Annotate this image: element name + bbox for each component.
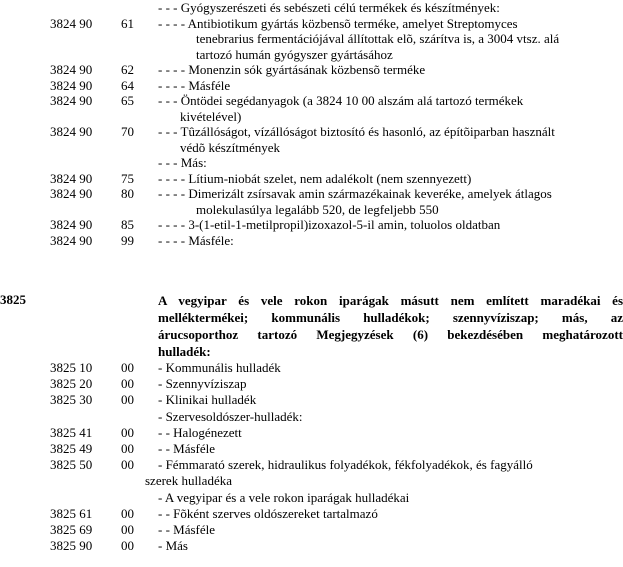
tariff-description: - Szervesoldószer-hulladék: bbox=[158, 408, 303, 424]
tariff-subcode: 00 bbox=[121, 424, 134, 440]
tariff-description: tenebrarius fermentációjával állítottak elõ, szárítva is, a 3004 vtsz. alá bbox=[196, 31, 560, 46]
tariff-description: - - Másféle bbox=[158, 522, 216, 537]
tariff-code: 3824 90 bbox=[50, 232, 93, 248]
tariff-code: 3825 49 bbox=[50, 441, 93, 456]
tariff-description: - - - - Monenzin sók gyártásának közbensõ terméke bbox=[158, 62, 426, 77]
tariff-description: - - Halogénezett bbox=[158, 424, 242, 440]
tariff-code: 3825 20 bbox=[50, 376, 93, 392]
tariff-code: 3824 90 bbox=[50, 186, 93, 201]
tariff-code: 3824 90 bbox=[50, 93, 93, 108]
tariff-code: 3824 90 bbox=[50, 170, 93, 186]
tariff-subcode: 85 bbox=[121, 217, 134, 232]
heading-line: árucsoporthoz tartozó Megjegyzések (6) bekezdésében meghatározott bbox=[158, 327, 623, 342]
heading-line: hulladék: bbox=[158, 344, 211, 359]
tariff-code: 3825 30 bbox=[50, 392, 93, 408]
tariff-subcode: 61 bbox=[121, 15, 134, 31]
tariff-code: 3824 90 bbox=[50, 217, 93, 232]
tariff-subcode: 00 bbox=[121, 392, 134, 408]
tariff-description: - - - Más: bbox=[158, 155, 207, 170]
tariff-code: 3825 10 bbox=[50, 360, 93, 375]
tariff-description: - - - - Lítium-niobát szelet, nem adalékolt (nem szennyezett) bbox=[158, 170, 472, 186]
tariff-subcode: 00 bbox=[121, 360, 134, 375]
tariff-description: védõ készítmények bbox=[180, 139, 280, 155]
tariff-description: - - - - Dimerizált zsírsavak amin származékainak keveréke, amelyek átlagos bbox=[158, 186, 552, 201]
tariff-description: - Más bbox=[158, 538, 188, 554]
tariff-description: - Klinikai hulladék bbox=[158, 392, 257, 408]
heading-line: A vegyipar és vele rokon iparágak másutt nem említett maradékai és bbox=[158, 293, 623, 308]
tariff-subcode: 00 bbox=[121, 505, 134, 521]
tariff-description: - Szennyvíziszap bbox=[158, 376, 247, 392]
tariff-code: 3824 90 bbox=[50, 15, 93, 31]
tariff-description: - - - Gyógyszerészeti és sebészeti célú termékek és készítmények: bbox=[158, 0, 500, 15]
tariff-code: 3825 41 bbox=[50, 424, 93, 440]
tariff-description: - - Fõként szerves oldószereket tartalmazó bbox=[158, 505, 378, 521]
tariff-description: - - - - Antibiotikum gyártás közbensõ terméke, amelyet Streptomyces bbox=[158, 15, 518, 31]
tariff-description: - - - Öntödei segédanyagok (a 3824 10 00 alszám alá tartozó termékek bbox=[158, 93, 524, 108]
tariff-subcode: 62 bbox=[121, 62, 134, 77]
heading-line: melléktermékei; kommunális hulladékok; szennyvíziszap; más, az bbox=[158, 310, 623, 325]
tariff-description: - - - Tûzállóságot, vízállóságot biztosító és hasonló, az építõiparban használt bbox=[158, 124, 555, 139]
tariff-subcode: 00 bbox=[121, 457, 134, 473]
tariff-description: - - - - 3-(1-etil-1-metilpropil)izoxazol-5-il amin, toluolos oldatban bbox=[158, 217, 501, 232]
tariff-code: 3825 69 bbox=[50, 522, 93, 537]
tariff-subcode: 75 bbox=[121, 170, 134, 186]
tariff-code: 3824 90 bbox=[50, 62, 93, 77]
tariff-code: 3825 61 bbox=[50, 505, 93, 521]
tariff-subcode: 99 bbox=[121, 232, 134, 248]
tariff-description: - - - - Másféle bbox=[158, 77, 231, 93]
tariff-description: - A vegyipar és a vele rokon iparágak hulladékai bbox=[158, 489, 410, 505]
tariff-subcode: 00 bbox=[121, 522, 134, 537]
tariff-subcode: 00 bbox=[121, 376, 134, 392]
tariff-description: tartozó humán gyógyszer gyártásához bbox=[196, 46, 393, 62]
tariff-code: 3825 90 bbox=[50, 538, 93, 554]
tariff-description: kivételével) bbox=[180, 108, 242, 124]
tariff-subcode: 00 bbox=[121, 441, 134, 456]
tariff-code: 3825 50 bbox=[50, 457, 93, 473]
tariff-subcode: 64 bbox=[121, 77, 134, 93]
tariff-code: 3824 90 bbox=[50, 124, 93, 139]
tariff-description: molekulasúlya legalább 520, de legfeljebb 550 bbox=[196, 201, 439, 217]
heading-code: 3825 bbox=[0, 292, 26, 307]
tariff-subcode: 70 bbox=[121, 124, 134, 139]
tariff-code: 3824 90 bbox=[50, 77, 93, 93]
tariff-description: - Fémmarató szerek, hidraulikus folyadékok, fékfolyadékok, és fagyálló bbox=[158, 457, 533, 473]
tariff-subcode: 00 bbox=[121, 538, 134, 554]
tariff-description: - Kommunális hulladék bbox=[158, 360, 281, 375]
tariff-description: szerek hulladéka bbox=[145, 473, 232, 489]
tariff-description: - - Másféle bbox=[158, 441, 216, 456]
tariff-subcode: 80 bbox=[121, 186, 134, 201]
tariff-subcode: 65 bbox=[121, 93, 134, 108]
tariff-description: - - - - Másféle: bbox=[158, 232, 234, 248]
